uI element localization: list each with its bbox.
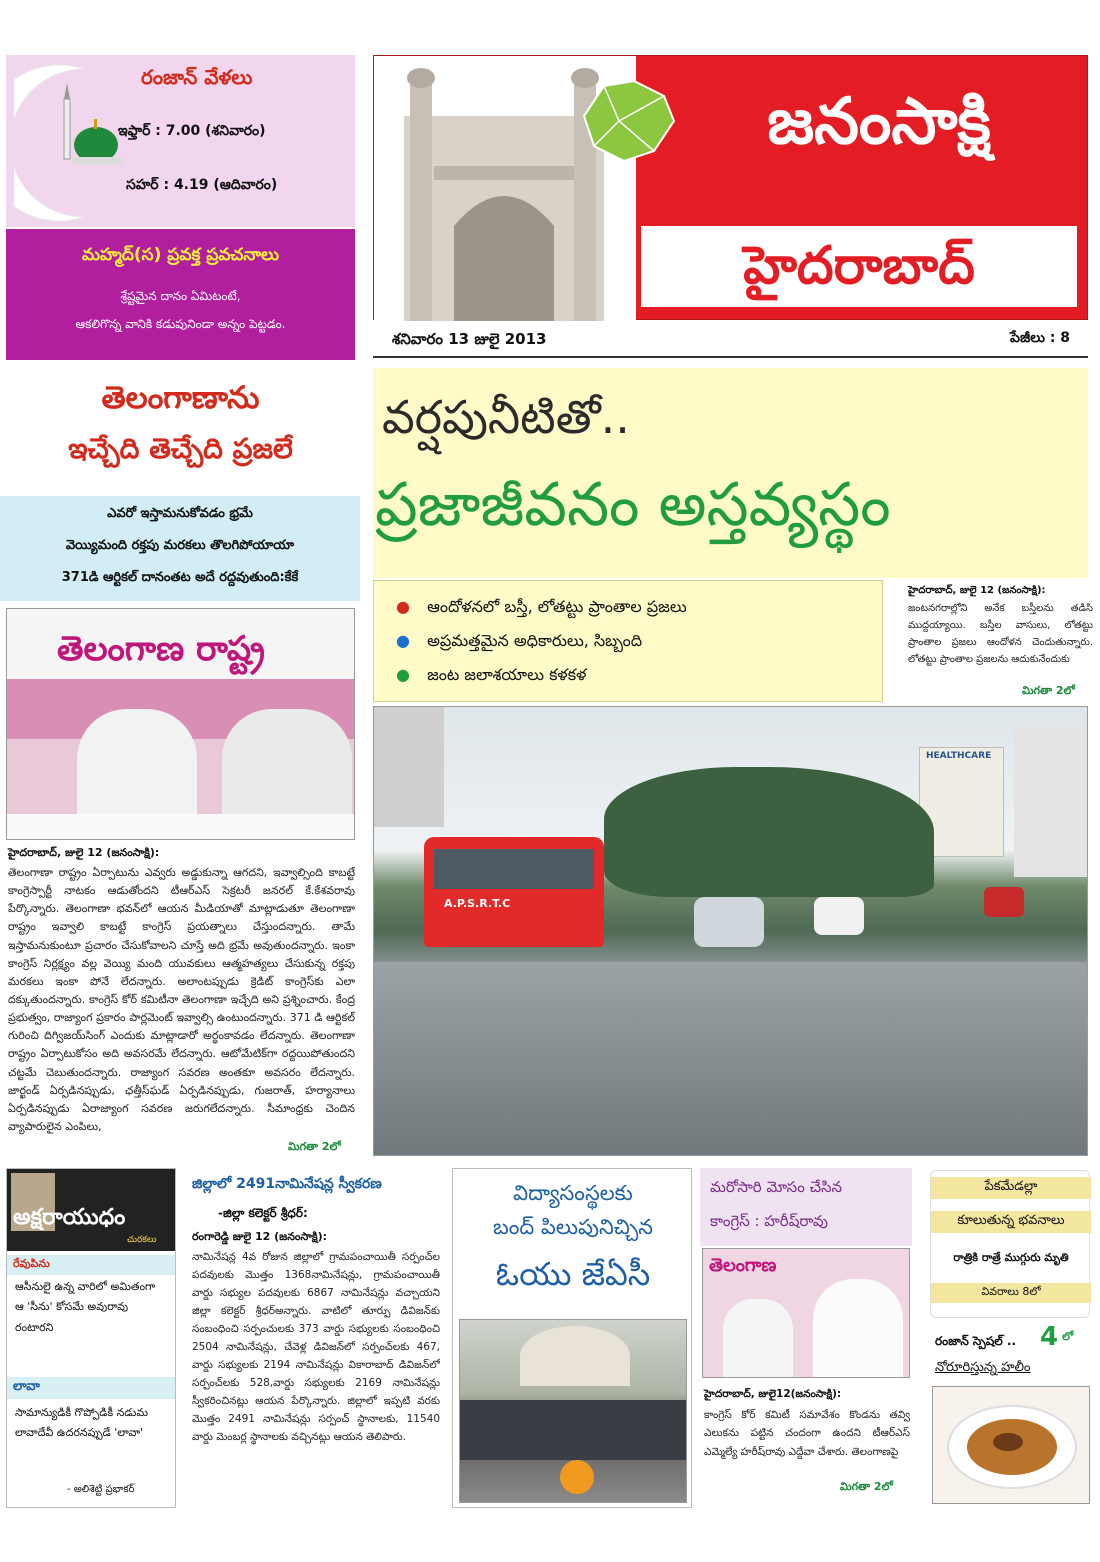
harish-photo xyxy=(702,1248,910,1378)
flooded-road-photo xyxy=(373,706,1088,1156)
column-tag-2: లావా xyxy=(7,1377,175,1399)
column-tag-1: రేవుపిను xyxy=(7,1255,175,1275)
haleem-garnish xyxy=(993,1433,1023,1451)
page-count: పేజీలు : 8 xyxy=(1010,330,1071,346)
photo-car-white xyxy=(814,897,864,935)
buildings-line-2: కూలుతున్న భవనాలు xyxy=(931,1211,1091,1233)
telangana-dateline: హైదరాబాద్, జులై 12 (జనంసాక్షి): xyxy=(8,846,160,859)
prophet-line2: ఆకలిగొన్న వానికి కడుపునిండా అన్నం పెట్టడం. xyxy=(75,317,286,331)
harish-body: కాంగ్రెస్ కోర్ కమిటీ సమావేశం కొండను తవ్వి ఎలుకను పట్టిన చందంగా ఉందని టీఆర్ఎస్ ఎమ్మెల్యే హరీష్‌రావు ఎద్దేవా చేశారు. తెలంగాణపై xyxy=(704,1409,910,1458)
ou-jac-line-1: విద్యాసంస్థలకు xyxy=(513,1181,633,1205)
buildings-box xyxy=(930,1170,1090,1318)
column-subtitle: చురకలు xyxy=(127,1235,157,1245)
haleem-page-number: 4 xyxy=(1040,1322,1059,1352)
photo-banner-text: తెలంగాణ రాష్ట్ర xyxy=(57,629,265,669)
rain-bullets-box xyxy=(373,580,883,702)
mosque-icon xyxy=(56,79,126,169)
telangana-body: తెలంగాణా రాష్ట్రం ఏర్పాటును ఎవ్వరు అడ్డుకున్నా ఆగదని, ఇవ్వాల్సింది కాబట్టే కాంగ్రెస్పార్టీ నాటకం ఆడుతోందని టీఆర్ఎస్ సెక్రటరీ జనరల్ కే.కేశవరావు పేర్కొన్నారు. తెలంగాణా భవన్‌లో ఆయన మీడియాతో మాట్లాడుతూ తెలంగాణా రాష్ట్రం ఇవ్వాలి కాబట్టే కాంగ్రెస్ ప్రయత్నాలు చేస్తుందన్నారు. తామే ఇస్తామనుకుంటూ ప్రచారం చేసుకోవాలని చూస్తే అది భ్రమే అవుతుందన్నారు. ఇంకా కాంగ్రెస్ నిర్లక్ష్యం వల్ల వెయ్యి మంది యువకులు ఆత్మహత్యలు చేసుకున్న రక్తపు మరకలు ఇంకా పోనే లేదన్నారు. అలాంటప్పుడు క్రెడిట్ కాంగ్రెస్‌కు ఎలా దక్కుతుందన్నారు. కాంగ్రెస్ కోర్ కమిటీనా తెలంగాణా ఇచ్చేది అని ప్రశ్నించారు. కేంద్ర ప్రభుత్వం, రాజ్యాంగ ప్రకారం పార్లమెంట్ ఇవ్వాల్సి ఉంటుందన్నారు. 371 డి ఆర్టికల్ గురించి దిగ్విజయ్‌సింగ్ ఎందుకు మాట్లాడారో అర్థంకావడం లేదన్నారు. తెలంగాణా రాష్ట్రం ఏర్పాటుకోసం అది అవసరమే లేదన్నారు. ఆటోమేటిక్‌గా రద్దయిపోతుందని చట్టమే చెబుతుందన్నారు. రాజ్యాంగ సవరణ అంతకూ అవసరం లేదన్నారు. జార్ఖండ్ ఏర్పడినప్పుడు, ఛత్తీస్‌ఘడ్ ఏర్పడినప్పుడు, గుజరాత్, హర్యానాలు ఏర్పడినప్పుడు ఏరాజ్యాంగ సవరణ జరుగలేదన్నారు. సీమాంధ్రకు చెందిన వ్యాపారులైన ఎంపిలు, xyxy=(8,866,355,1133)
ramzan-box xyxy=(6,55,355,227)
haleem-line-1: రంజాన్ స్పెషల్ .. xyxy=(935,1334,1017,1348)
ou-jac-line-3: ఓయు జేఏసీ xyxy=(495,1255,651,1293)
rain-more: మిగతా 2లో xyxy=(1022,684,1075,697)
masthead-name: జనంసాక్షి xyxy=(767,85,991,159)
telangana-sub-1: ఎవరో ఇస్తామనుకోవడం భ్రమే xyxy=(107,506,253,521)
protest-crowd xyxy=(460,1400,687,1460)
prophet-box xyxy=(6,229,355,360)
column-piece-2: సామాన్యుడికీ గొప్పోడికీ నడుమ లావాదేవీ ఉదరనప్పుడే 'లావా' xyxy=(15,1406,148,1440)
telangana-headline-1: తెలంగాణాను xyxy=(101,380,260,416)
rain-bullet-3-text: జంట జలాశయాలు కళకళ xyxy=(427,665,587,684)
photo-car-red xyxy=(984,887,1024,917)
red-bullet-icon: ● xyxy=(396,597,410,616)
rain-bullet-1-text: ఆందోళనలో బస్తీ, లోతట్టు ప్రాంతాల ప్రజలు xyxy=(427,597,687,616)
nominations-body: నామినేషన్ల 4వ రోజున జిల్లాలో గ్రామపంచాయితీ సర్పంచ్‌ల పదవులకు మొత్తం 1368నామినేషన్లు, గ్రామపంచాయితీ వార్డు సభ్యుల పదవులకు 6867 నామినేషన్లు వచ్చాయని జిల్లా కలెక్టర్ శ్రీధర్‌అన్నారు. వాటిలో తూర్పు డివిజన్‌కు సంబంధించి సర్పంచులకు 373 వార్డు సభ్యులకు సంబంధించి 2504 నామినేషన్లు, చేవెళ్ల డివిజన్‌లో సర్పంచ్‌లకు 467, వార్డు సభ్యులకు 2194 నామినేషన్లు వికారాబాద్ డివిజన్‌లో సర్పంచ్‌లకు 528,వార్డు సభ్యులకు 2169 నామినేషన్లు స్వీకరించినట్లు ఆయన పేర్కొన్నారు. జిల్లాలో ఇప్పటి వరకు మొత్తం 2491 నామినేషన్లు సర్పంచ్ స్థానాలకు, 11540 వార్డు మెంబర్ల స్థానాలకు వచ్చినట్లు ఆయన తెలిపారు. xyxy=(192,1251,440,1444)
rain-bullet-2-text: అప్రమత్తమైన అధికారులు, సిబ్బంది xyxy=(427,631,643,650)
bus-window xyxy=(434,849,594,889)
column-author: - అలిశెట్టి ప్రభాకర్ xyxy=(67,1484,135,1495)
photo-healthcare-sign: HEALTHCARE xyxy=(926,751,992,761)
buildings-line-4: వివరాలు 8లో xyxy=(931,1283,1091,1303)
iftar-time: ఇఫ్తార్ : 7.00 (శనివారం) xyxy=(118,123,266,139)
haleem-page-suffix: లో xyxy=(1062,1330,1074,1343)
nominations-dateline: రంగారెడ్డి జులై 12 (జనంసాక్షి): xyxy=(192,1230,328,1243)
masthead xyxy=(373,55,1088,320)
date-rule xyxy=(373,356,1088,358)
haleem-line-2: నోరూరిస్తున్న హలీం xyxy=(935,1360,1031,1375)
sahar-time: సహర్ : 4.19 (ఆదివారం) xyxy=(126,177,278,193)
telangana-map-icon xyxy=(574,76,684,166)
photo-trees xyxy=(604,767,934,897)
ou-protest-photo xyxy=(459,1319,687,1503)
rain-dateline: హైదరాబాద్, జులై 12 (జనంసాక్షి): xyxy=(908,585,1046,596)
haleem-photo xyxy=(932,1386,1090,1504)
green-bullet-icon: ● xyxy=(396,665,410,684)
rain-body: జంటనగరాల్లోని అనేక బస్తీలను తడిసి ముద్దయ్యాయి. బస్తీల వాసులు, లోతట్టు ప్రాంతాల ప్రజలు ఆందోళన చెందుతున్నారు. లోతట్టు ప్రాంతాల ప్రజలను ఆదుకునేందుకు xyxy=(908,603,1093,665)
column-piece-1: ఆసీనులై ఉన్న వారిలో అమితంగా ఆ 'సీను' కోసమే అవురావు రంటారని xyxy=(15,1280,156,1334)
telangana-subheads xyxy=(0,496,360,601)
rain-bullet-1 xyxy=(396,597,687,620)
nominations-headline: జిల్లాలో 2491నామినేషన్ల స్వీకరణ xyxy=(192,1176,382,1192)
blue-bullet-icon: ● xyxy=(396,631,410,650)
column-header xyxy=(7,1169,175,1251)
photo-building-right xyxy=(1014,727,1088,877)
nominations-box xyxy=(188,1168,442,1508)
harish-person-right xyxy=(813,1279,903,1378)
harish-line-2: కాంగ్రెస్ : హరీష్‌రావు xyxy=(710,1212,828,1230)
harish-photo-banner: తెలంగాణ xyxy=(709,1255,777,1276)
protest-gate xyxy=(520,1326,630,1386)
prophet-line1: శ్రేష్టమైన దానం ఏమిటంటే, xyxy=(120,289,241,303)
harish-dateline: హైదరాబాద్, జులై12(జనంసాక్షి): xyxy=(704,1388,842,1400)
telangana-sub-2: వెయ్యిమంది రక్తపు మరకలు తొలగిపోయాయా xyxy=(65,538,295,553)
nominations-sub: -జిల్లా కలెక్టర్ శ్రీధర్: xyxy=(218,1206,308,1220)
rain-bullet-3 xyxy=(396,665,586,688)
ramzan-title: రంజాన్ వేళలు xyxy=(141,65,253,89)
kk-press-meet-photo xyxy=(6,608,355,840)
buildings-line-1: పేకమేడల్లా xyxy=(931,1177,1091,1199)
harish-person-left xyxy=(723,1299,793,1378)
rain-bullet-2 xyxy=(396,631,642,654)
photo-car-silver xyxy=(694,897,764,947)
masthead-city: హైదరాబాద్ xyxy=(639,224,1079,309)
issue-date: శనివారం 13 జులై 2013 xyxy=(392,330,547,348)
photo-building-left xyxy=(374,707,444,827)
telangana-sub-3: 371డి ఆర్టికల్ దానంతట అదే రద్దవుతుంది:కేకే xyxy=(61,570,299,585)
prophet-title: మహ్మద్(స) ప్రవక్త ప్రవచనాలు xyxy=(82,245,279,265)
photo-floodwater xyxy=(374,962,1088,1156)
harish-line-1: మరోసారి మోసం చేసిన xyxy=(710,1178,843,1196)
telangana-headline-2: ఇచ్చేది తెచ్చేది ప్రజలే xyxy=(68,432,293,465)
ou-jac-box xyxy=(452,1168,692,1508)
photo-table xyxy=(7,814,355,840)
harish-box xyxy=(700,1168,912,1508)
telangana-more: మిగతా 2లో xyxy=(288,1140,341,1153)
column-title: అక్షరాయుధం xyxy=(13,1205,126,1230)
column-box xyxy=(6,1168,176,1508)
protest-fire xyxy=(560,1460,594,1494)
rain-headline-2: ప్రజాజీవనం అస్తవ్యస్థం xyxy=(375,470,891,540)
bus-lettering: A.P.S.R.T.C xyxy=(444,897,511,910)
buildings-line-3: రాత్రికి రాత్రే ముగ్గురు మృతి xyxy=(953,1251,1069,1264)
photo-bus xyxy=(424,837,604,947)
ou-jac-line-2: బంద్ పిలుపునిచ్చిన xyxy=(493,1215,653,1239)
harish-more: మిగతా 2లో xyxy=(840,1480,893,1493)
rain-headline-1: వర్షపునీటితో.. xyxy=(382,390,630,444)
